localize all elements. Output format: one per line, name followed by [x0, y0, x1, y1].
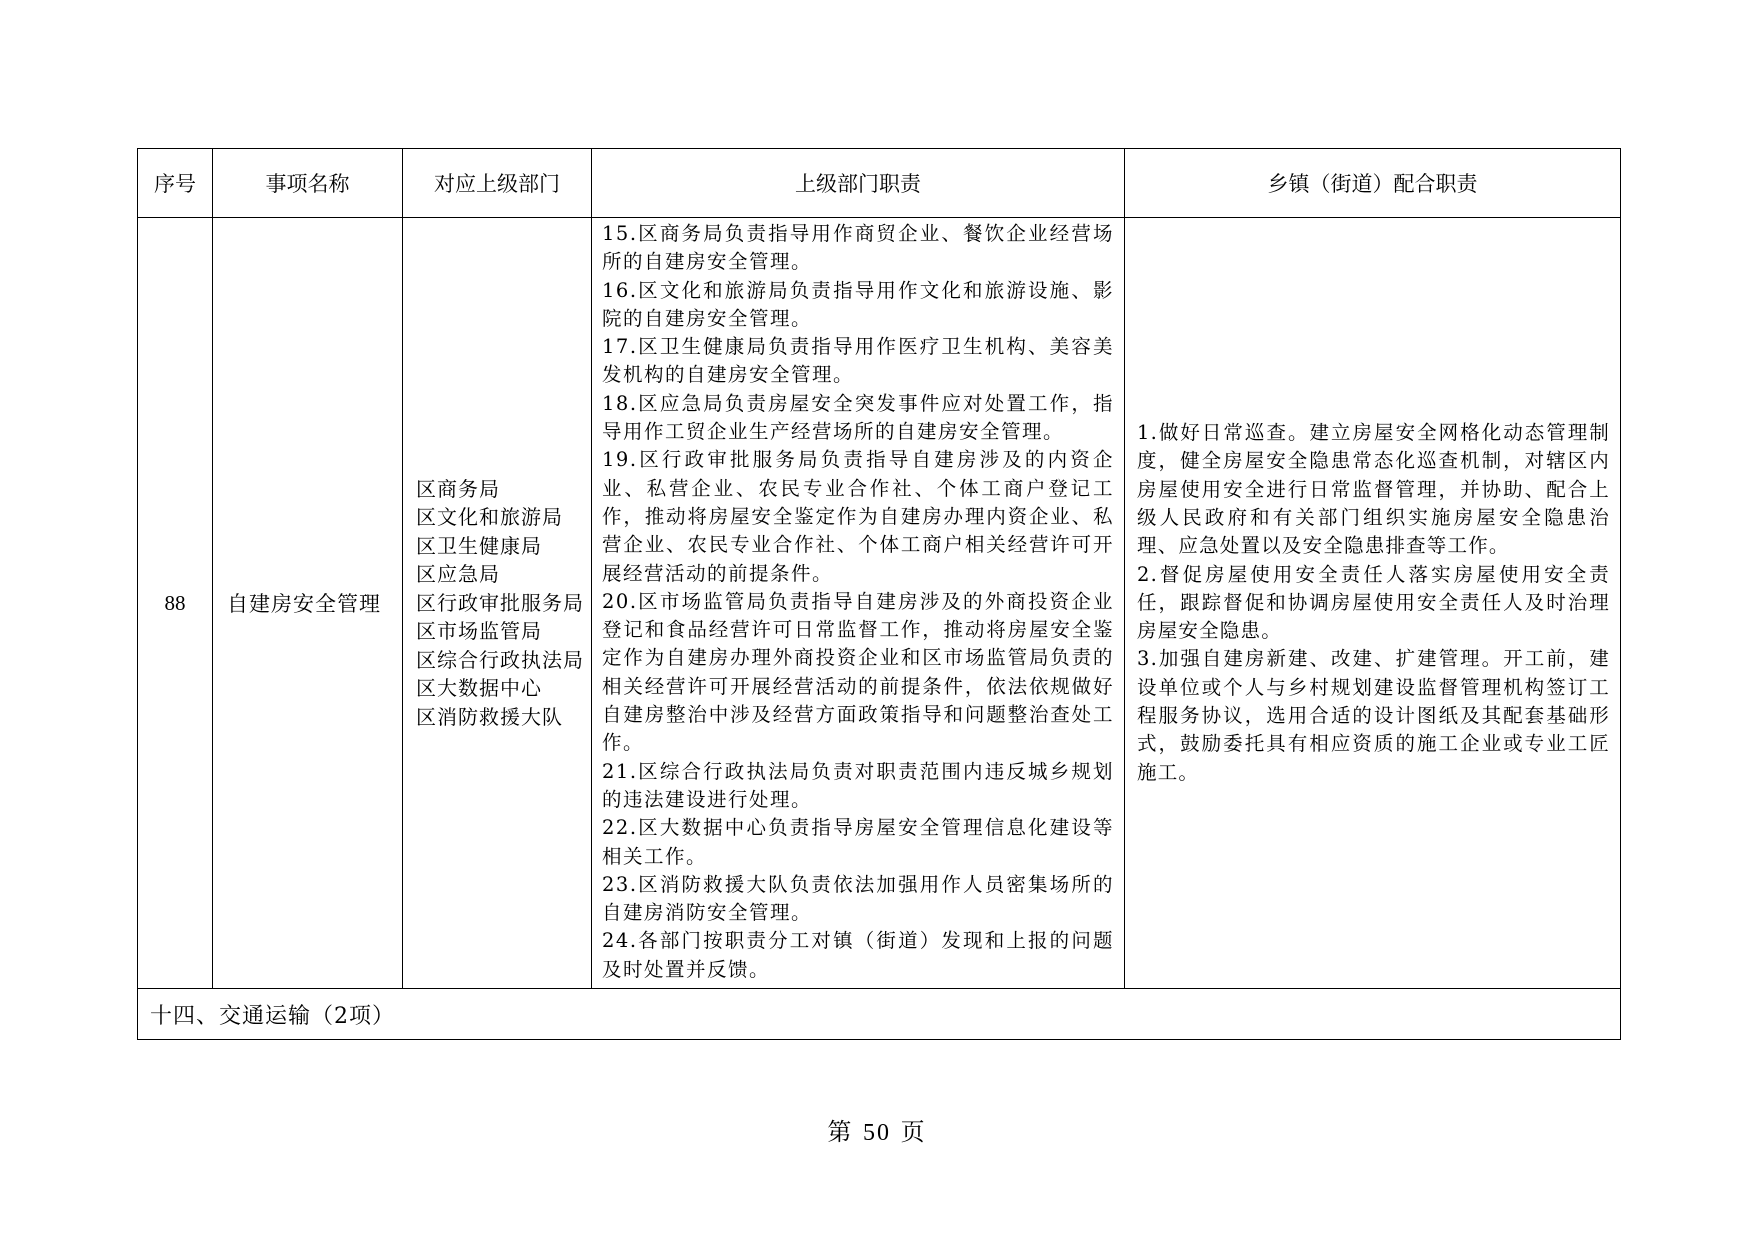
department-item: 区消防救援大队: [416, 704, 563, 729]
row-item-name: 自建房安全管理: [213, 218, 403, 989]
table-header-row: [138, 149, 1621, 218]
header-department: 对应上级部门: [403, 149, 592, 218]
duty-item: 17.区卫生健康局负责指导用作医疗卫生机构、美容美发机构的自建房安全管理。: [602, 335, 1114, 387]
responsibility-table: [137, 148, 1621, 1040]
duty-item: 22.区大数据中心负责指导房屋安全管理信息化建设等相关工作。: [602, 816, 1114, 868]
header-item-name: 事项名称: [213, 149, 403, 218]
department-item: 区文化和旅游局: [416, 505, 563, 530]
table-row: [138, 218, 1621, 989]
duty-item: 23.区消防救援大队负责依法加强用作人员密集场所的自建房消防安全管理。: [602, 872, 1114, 925]
duty-item: 21.区综合行政执法局负责对职责范围内违反城乡规划的违法建设进行处理。: [602, 759, 1114, 811]
cooperation-item: 1.做好日常巡查。建立房屋安全网格化动态管理制度，健全房屋安全隐患常态化巡查机制，对辖区内房屋使用安全进行日常监督管理，并协助、配合上级人民政府和有关部门组织实施房屋安全隐患治理、应急处置以及安全隐患排查等工作。: [1137, 421, 1610, 558]
header-department-duties: 上级部门职责: [592, 149, 1125, 218]
duty-item: 18.区应急局负责房屋安全突发事件应对处置工作，指导用作工贸企业生产经营场所的自建房安全管理。: [602, 391, 1114, 444]
header-township-cooperation: 乡镇（街道）配合职责: [1125, 149, 1621, 218]
cooperation-item: 2.督促房屋使用安全责任人落实房屋使用安全责任，跟踪督促和协调房屋使用安全责任人及时治理房屋安全隐患。: [1137, 562, 1610, 643]
department-item: 区卫生健康局: [416, 533, 542, 558]
row-department-duties: [592, 218, 1125, 989]
section-heading-row: [138, 989, 1621, 1040]
row-township-cooperation: [1125, 218, 1621, 989]
row-serial-number: 88: [138, 218, 213, 989]
page-number: [0, 1112, 1754, 1147]
header-serial-number: 序号: [138, 149, 213, 218]
department-item: 区市场监管局: [416, 619, 542, 644]
department-item: 区大数据中心: [416, 676, 542, 701]
page-number-prefix: 第: [827, 1118, 854, 1146]
cooperation-item: 3.加强自建房新建、改建、扩建管理。开工前，建设单位或个人与乡村规划建设监督管理机构签订工程服务协议，选用合适的设计图纸及其配套基础形式，鼓励委托具有相应资质的施工企业或专业工匠施工。: [1137, 647, 1610, 784]
duty-item: 16.区文化和旅游局负责指导用作文化和旅游设施、影院的自建房安全管理。: [602, 278, 1114, 330]
section-heading: 十四、交通运输（2项）: [138, 989, 1621, 1040]
duty-item: 24.各部门按职责分工对镇（街道）发现和上报的问题及时处置并反馈。: [602, 929, 1114, 981]
duty-item: 20.区市场监管局负责指导自建房涉及的外商投资企业登记和食品经营许可日常监督工作，推动将房屋安全鉴定作为自建房办理外商投资企业和区市场监管局负责的相关经营许可开展经营活动的前提条件，依法依规做好自建房整治中涉及经营方面政策指导和问题整治查处工作。: [602, 589, 1114, 755]
department-item: 区行政审批服务局: [416, 590, 584, 615]
row-departments: [403, 218, 592, 989]
department-item: 区综合行政执法局: [416, 647, 584, 672]
duty-item: 15.区商务局负责指导用作商贸企业、餐饮企业经营场所的自建房安全管理。: [602, 222, 1114, 274]
department-item: 区商务局: [416, 476, 500, 501]
page-number-value: 50: [863, 1120, 891, 1146]
department-item: 区应急局: [416, 562, 500, 587]
page-number-suffix: 页: [900, 1118, 927, 1146]
duty-item: 19.区行政审批服务局负责指导自建房涉及的内资企业、私营企业、农民专业合作社、个体工商户登记工作，推动将房屋安全鉴定作为自建房办理内资企业、私营企业、农民专业合作社、个体工商户相关经营许可开展经营活动的前提条件。: [602, 448, 1114, 585]
